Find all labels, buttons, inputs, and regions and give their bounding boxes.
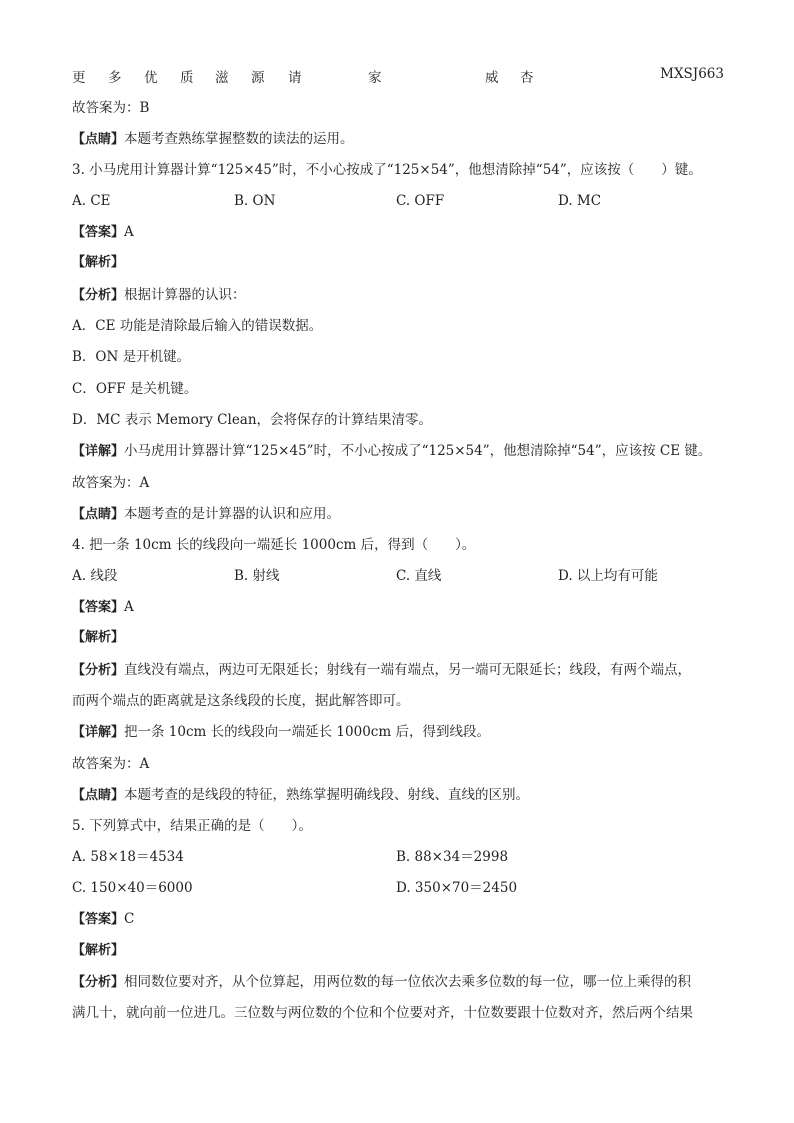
page-header bbox=[72, 66, 724, 86]
q5-analysis-tag: 【解析】 bbox=[72, 943, 125, 958]
header-char: 多 bbox=[108, 70, 122, 86]
q3-point-c: C．OFF 是关机键。 bbox=[72, 381, 198, 397]
question-4: 4. 把一条 10cm 长的线段向一端延长 1000cm 后，得到（ ）。 bbox=[72, 537, 476, 553]
q3-detail bbox=[72, 441, 711, 462]
q3-option-c: C. OFF bbox=[396, 193, 445, 209]
answer-tag: 【答案】 bbox=[72, 600, 125, 615]
q4-final-answer: 故答案为：A bbox=[72, 756, 150, 772]
header-char: 源 bbox=[251, 70, 265, 86]
fenxi-text: 根据计算器的认识： bbox=[124, 287, 246, 303]
q3-point-d: D．MC 表示 Memory Clean，会将保存的计算结果清零。 bbox=[72, 412, 433, 428]
answer-value: A bbox=[124, 599, 134, 615]
q3-option-d: D. MC bbox=[558, 193, 602, 209]
header-char: 更 bbox=[72, 70, 86, 86]
fenxi-tag: 【分析】 bbox=[72, 975, 125, 990]
comment-tag: 【点睛】 bbox=[72, 132, 125, 147]
q4-option-c: C. 直线 bbox=[396, 568, 442, 584]
fenxi-text: 相同数位要对齐，从个位算起，用两位数的每一位依次去乘多位数的每一位，哪一位上乘得的积 bbox=[124, 974, 692, 990]
q5-fenxi bbox=[72, 972, 691, 993]
answer-tag: 【答案】 bbox=[72, 912, 125, 927]
detail-text: 小马虎用计算器计算“125×45”时，不小心按成了“125×54”，他想清除掉“54”，应该按 CE 键。 bbox=[124, 443, 712, 459]
q4-fenxi bbox=[72, 660, 691, 681]
q3-answer bbox=[72, 222, 134, 243]
q4-analysis-tag: 【解析】 bbox=[72, 630, 125, 645]
header-char: 家 bbox=[368, 70, 382, 86]
fenxi-tag: 【分析】 bbox=[72, 288, 125, 303]
q3-option-b: B. ON bbox=[234, 193, 276, 209]
answer-line: 故答案为：B bbox=[72, 100, 150, 116]
fenxi-text: 直线没有端点，两边可无限延长；射线有一端有端点，另一端可无限延长；线段，有两个端点， bbox=[124, 662, 692, 678]
q4-option-d: D. 以上均有可能 bbox=[558, 568, 658, 584]
question-5: 5. 下列算式中，结果正确的是（ ）。 bbox=[72, 818, 312, 834]
q4-fenxi-cont: 而两个端点的距离就是这条线段的长度，据此解答即可。 bbox=[72, 693, 410, 709]
question-3: 3. 小马虎用计算器计算“125×45”时，不小心按成了“125×54”，他想清除掉“54”，应该按（ ）键。 bbox=[72, 162, 702, 178]
header-code: MXSJ663 bbox=[660, 66, 724, 82]
detail-text: 把一条 10cm 长的线段向一端延长 1000cm 后，得到线段。 bbox=[124, 724, 490, 740]
header-char: 请 bbox=[288, 70, 302, 86]
q3-final-answer: 故答案为：A bbox=[72, 475, 150, 491]
q3-point-a: A．CE 功能是清除最后输入的错误数据。 bbox=[72, 318, 323, 334]
answer-tag: 【答案】 bbox=[72, 225, 125, 240]
q5-option-a: A. 58×18＝4534 bbox=[72, 849, 184, 865]
header-char: 质 bbox=[180, 70, 194, 86]
comment-text: 本题考查熟练掌握整数的读法的运用。 bbox=[124, 131, 354, 147]
q5-fenxi-cont: 满几十，就向前一位进几。三位数与两位数的个位和个位要对齐，十位数要跟十位数对齐，然后两个结果 bbox=[72, 1005, 693, 1021]
q4-option-a: A. 线段 bbox=[72, 568, 118, 584]
header-char: 优 bbox=[144, 70, 158, 86]
answer-value: A bbox=[124, 224, 134, 240]
header-char: 威 bbox=[485, 70, 499, 86]
q5-answer bbox=[72, 909, 134, 930]
q3-point-b: B．ON 是开机键。 bbox=[72, 349, 191, 365]
q3-comment bbox=[72, 504, 340, 525]
comment-text: 本题考查的是计算器的认识和应用。 bbox=[124, 506, 341, 522]
q5-option-d: D. 350×70＝2450 bbox=[396, 880, 518, 896]
comment-line bbox=[72, 129, 354, 150]
q4-answer bbox=[72, 597, 134, 618]
header-char: 杏 bbox=[520, 70, 534, 86]
detail-tag: 【详解】 bbox=[72, 725, 125, 740]
q3-option-a: A. CE bbox=[72, 193, 111, 209]
q4-detail bbox=[72, 722, 490, 743]
q3-fenxi bbox=[72, 285, 246, 306]
q5-option-c: C. 150×40＝6000 bbox=[72, 880, 193, 896]
comment-tag: 【点睛】 bbox=[72, 788, 125, 803]
comment-tag: 【点睛】 bbox=[72, 507, 125, 522]
fenxi-tag: 【分析】 bbox=[72, 663, 125, 678]
comment-text: 本题考查的是线段的特征，熟练掌握明确线段、射线、直线的区别。 bbox=[124, 787, 530, 803]
detail-tag: 【详解】 bbox=[72, 444, 125, 459]
q3-analysis-tag: 【解析】 bbox=[72, 255, 125, 270]
q5-option-b: B. 88×34＝2998 bbox=[396, 849, 509, 865]
header-char: 滋 bbox=[215, 70, 229, 86]
q4-option-b: B. 射线 bbox=[234, 568, 280, 584]
answer-value: C bbox=[124, 911, 135, 927]
q4-comment bbox=[72, 785, 529, 806]
